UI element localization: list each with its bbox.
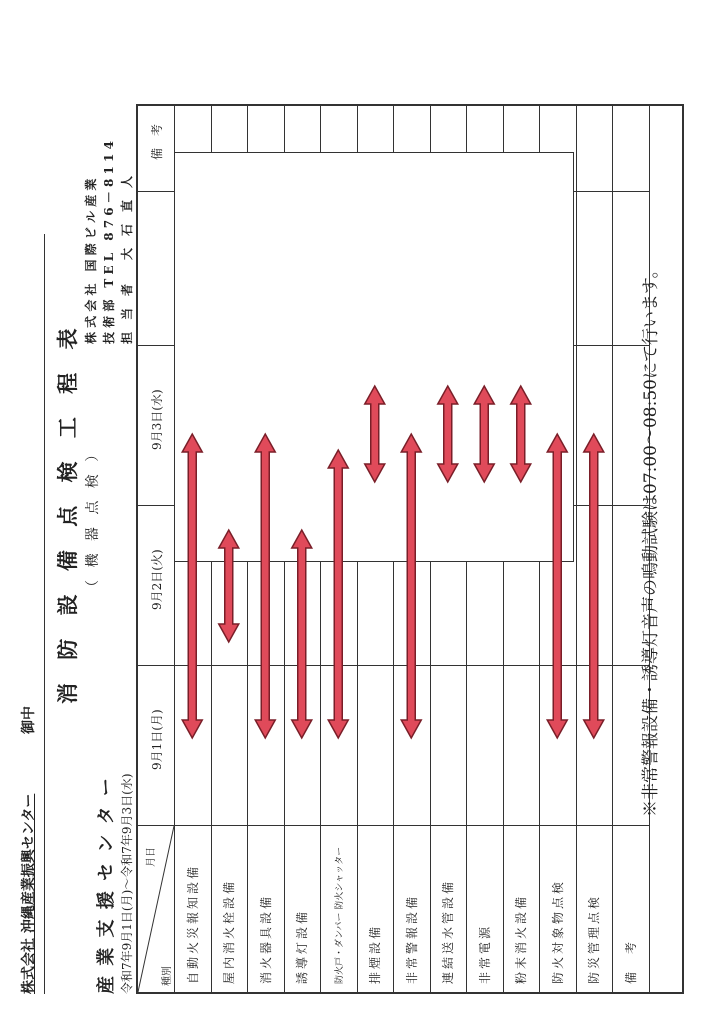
schedule-arrow-3 [255, 434, 275, 738]
schedule-arrow-1 [182, 434, 202, 738]
schedule-table [136, 104, 684, 994]
recipient-rule [44, 234, 45, 994]
schedule-arrow-6 [365, 386, 385, 482]
schedule-arrow-9 [474, 386, 494, 482]
date-header-3: 9月3日(水) [150, 389, 164, 450]
department-tel: 技 術 部 T E L 8 7 6 － 8 1 1 4 [102, 141, 116, 344]
recipient-name: 株式会社 沖縄産業振興センター [21, 793, 37, 994]
schedule-arrow-10 [511, 386, 531, 482]
company-name: 株 式 会 社 国 際 ビ ル 産 業 [84, 178, 98, 344]
schedule-arrow-11 [547, 434, 567, 738]
row-label-11: 防火対象物点検 [550, 878, 565, 984]
row-label-1: 自動火災報知設備 [185, 863, 200, 984]
row-label-3: 消火器具設備 [258, 893, 273, 984]
contact-person: 担 当 者 大 石 直 人 [120, 175, 134, 344]
row-label-13: 備 考 [623, 938, 638, 984]
row-label-2: 屋内消火栓設備 [222, 878, 237, 984]
remarks-header: 備 考 [150, 123, 164, 160]
row-label-8: 連結送水管設備 [441, 878, 456, 984]
schedule-arrows [138, 106, 682, 992]
date-header-2: 9月2日(火) [150, 549, 164, 610]
row-label-10: 粉末消火設備 [514, 893, 529, 984]
facility-name: 産 業 支 援 セ ン タ ー [96, 776, 117, 994]
document-title: 消 防 設 備 点 検 工 程 表 [55, 320, 80, 704]
schedule-arrow-2 [219, 530, 239, 642]
inspection-period: 令和7年9月1日(月)～令和7年9月3日(水) [120, 773, 134, 994]
schedule-arrow-7 [401, 434, 421, 738]
schedule-arrow-8 [438, 386, 458, 482]
document-subtitle: （ 機 器 点 検 ） [85, 443, 101, 594]
row-label-5: 防火戸・ダンパー 防火シャッター [334, 846, 345, 984]
schedule-arrow-12 [584, 434, 604, 738]
row-label-12: 防災管理点検 [587, 893, 602, 984]
row-label-7: 非常警報設備 [404, 893, 419, 984]
row-label-6: 排煙設備 [368, 923, 383, 984]
schedule-arrow-4 [292, 530, 312, 738]
recipient-honorific: 御中 [21, 706, 37, 734]
note-text: ※非常警報設備・誘導灯音声の鳴動試験は07:00～08:50にて行います。 [641, 261, 661, 817]
schedule-arrow-5 [328, 450, 348, 738]
date-header-1: 9月1日(月) [150, 709, 164, 770]
row-label-4: 誘導灯設備 [295, 908, 310, 984]
corner-category: 種別 [162, 966, 173, 986]
corner-month-day: 月日 [146, 847, 157, 867]
row-label-9: 非常電源 [477, 923, 492, 984]
